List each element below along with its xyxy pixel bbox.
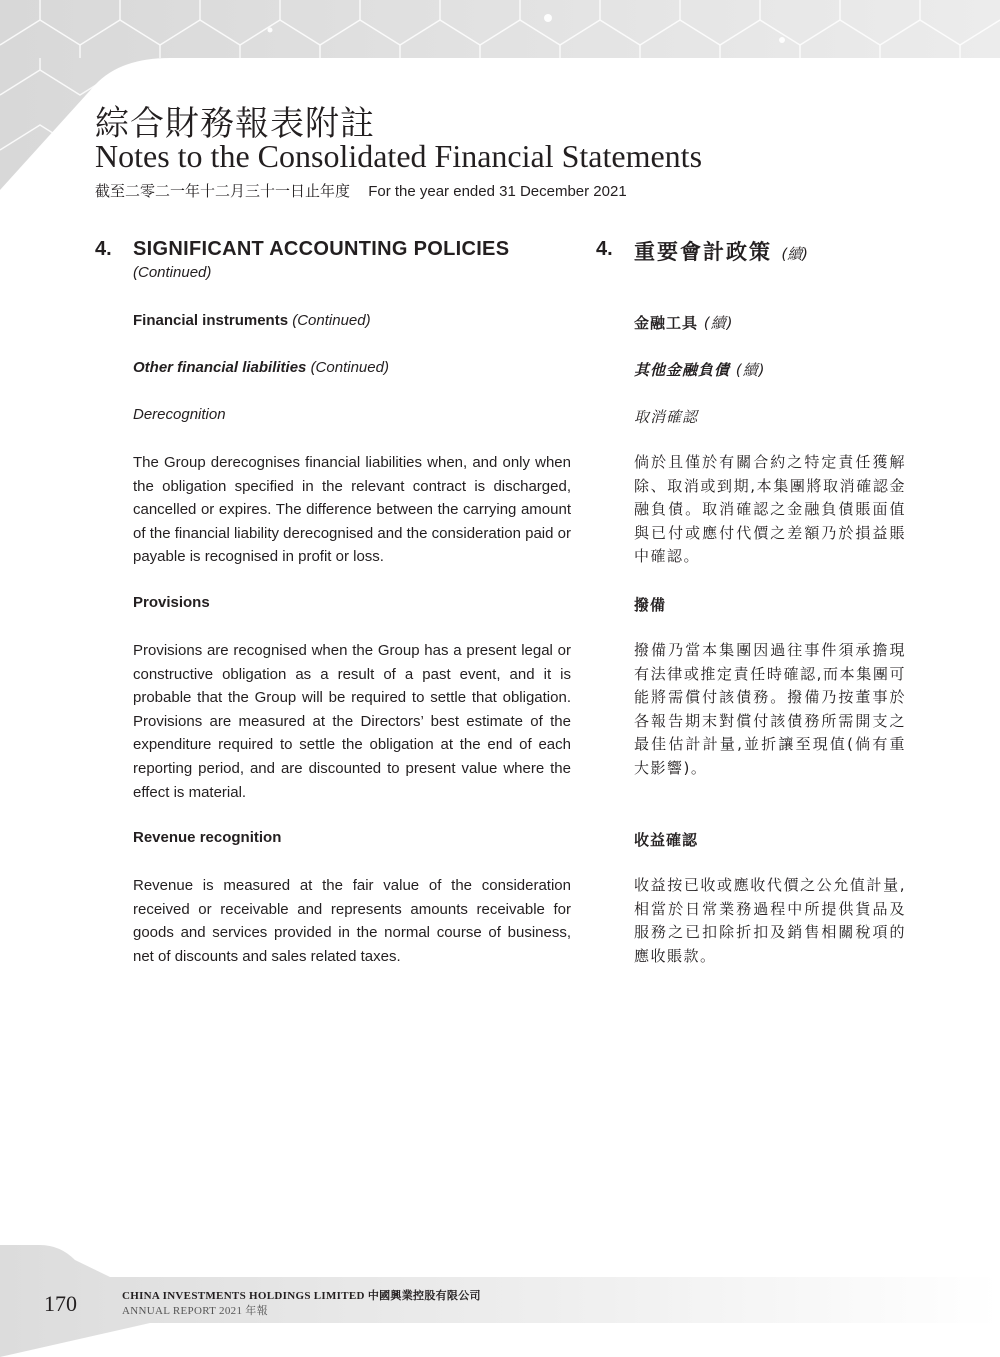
- page-title-chinese: 綜合財務報表附註: [95, 104, 375, 144]
- period-subtitle-chinese: 截至二零二一年十二月三十一日止年度: [95, 182, 351, 200]
- other-financial-liabilities-title: Other financial liabilities: [133, 359, 307, 376]
- section-continued: (Continued): [133, 264, 212, 281]
- financial-instruments-continued: (Continued): [292, 312, 371, 329]
- section-number: 4.: [95, 238, 112, 260]
- financial-instruments-title-chinese: 金融工具: [634, 314, 699, 332]
- derecognition-heading-chinese: 取消確認: [634, 408, 699, 426]
- derecognition-heading: Derecognition: [133, 406, 226, 423]
- financial-instruments-heading-chinese: [634, 312, 734, 333]
- derecognition-paragraph-chinese: 倘於且僅於有關合約之特定責任獲解除、取消或到期,本集團將取消確認金融負債。取消確認之金融負債賬面值與已付或應付代價之差額乃於損益賬中確認。: [634, 453, 906, 566]
- other-financial-liabilities-continued-chinese: (續): [735, 361, 766, 379]
- section-number-chinese: 4.: [596, 238, 613, 260]
- period-subtitle: [95, 180, 627, 201]
- revenue-recognition-paragraph: Revenue is measured at the fair value of the consideration received or receivable and represents amounts receivable for goods and services provided in the normal course of business, net of discounts and sales related taxes.: [133, 877, 571, 965]
- page-number: 170: [44, 1291, 77, 1316]
- period-subtitle-english: For the year ended 31 December 2021: [368, 183, 627, 200]
- derecognition-paragraph: The Group derecognises financial liabilities when, and only when the obligation specified in the relevant contract is discharged, cancelled or expires. The difference between the carrying amount of the financial liability derecognised and the consideration paid or payable is recognised in profit or loss.: [133, 454, 571, 566]
- other-financial-liabilities-title-chinese: 其他金融負債: [634, 361, 731, 379]
- other-financial-liabilities-heading: [133, 359, 389, 376]
- page-title-english: Notes to the Consolidated Financial Statements: [95, 138, 703, 174]
- other-financial-liabilities-continued: (Continued): [310, 359, 389, 376]
- chinese-column: [596, 238, 908, 978]
- provisions-heading-chinese: 撥備: [634, 596, 667, 614]
- other-financial-liabilities-heading-chinese: [634, 359, 766, 380]
- provisions-heading: Provisions: [133, 594, 210, 611]
- revenue-recognition-heading: Revenue recognition: [133, 829, 282, 846]
- provisions-paragraph: Provisions are recognised when the Group has a present legal or constructive obligation as a result of a past event, and it is probable that the Group will be required to settle that obligation. Provisions are measured at the Directors’ best estimate of the expenditure required to settle the obligation at the end of each reporting period, and are discounted to present value where the effect is material.: [133, 642, 571, 801]
- footer-report-title: ANNUAL REPORT 2021 年報: [122, 1305, 268, 1317]
- footer-company-name: CHINA INVESTMENTS HOLDINGS LIMITED 中國興業控股有限公司: [122, 1290, 481, 1302]
- section-heading-chinese-wrap: [634, 236, 808, 266]
- financial-instruments-continued-chinese: (續): [703, 314, 734, 332]
- section-continued-chinese: (續): [781, 245, 809, 263]
- section-heading-chinese: 重要會計政策: [634, 240, 772, 264]
- financial-instruments-heading: [133, 312, 371, 329]
- provisions-paragraph-chinese: 撥備乃當本集團因過往事件須承擔現有法律或推定責任時確認,而本集團可能將需償付該債務。撥備乃按董事於各報告期末對償付該債務所需開支之最佳估計計量,並折讓至現值(倘有重大影響)。: [634, 641, 906, 777]
- revenue-recognition-paragraph-chinese: 收益按已收或應收代價之公允值計量,相當於日常業務過程中所提供貨品及服務之已扣除折扣及銷售相關稅項的應收賬款。: [634, 876, 906, 965]
- revenue-recognition-heading-chinese: 收益確認: [634, 831, 699, 849]
- section-heading: SIGNIFICANT ACCOUNTING POLICIES: [133, 238, 510, 260]
- financial-instruments-title: Financial instruments: [133, 312, 289, 329]
- english-column: [95, 238, 575, 978]
